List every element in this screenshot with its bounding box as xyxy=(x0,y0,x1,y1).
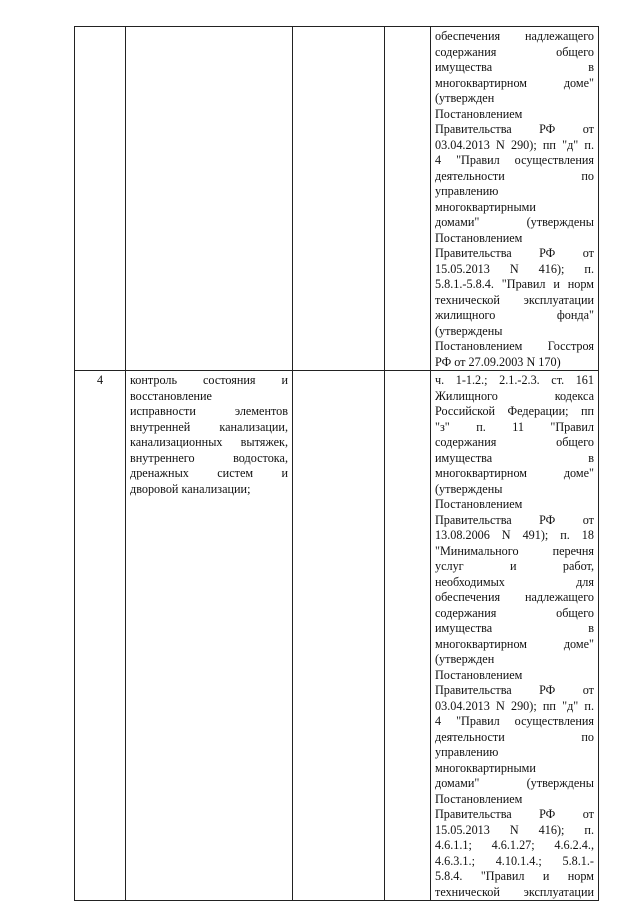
text-line: Постановлением Госстроя xyxy=(435,339,594,353)
work-description-lines xyxy=(130,373,288,497)
text-line: деятельности по xyxy=(435,729,594,744)
text-line: "з" п. 11 "Правил xyxy=(435,419,594,434)
legal-basis-lines xyxy=(435,29,594,370)
text-line: содержания общего xyxy=(435,605,594,620)
text-line: содержания общего xyxy=(435,44,594,59)
text-line: 13.08.2006 N 491); п. 18 xyxy=(435,528,594,542)
text-line: управлению xyxy=(435,184,499,198)
text-line: восстановление xyxy=(130,388,212,403)
text-line: домами" (утверждены xyxy=(435,776,594,790)
text-line: Постановлением xyxy=(435,791,523,806)
work-description-cell xyxy=(126,371,293,901)
text-line: Постановлением xyxy=(435,497,523,511)
work-description-cell xyxy=(126,27,293,371)
text-line: Правительства РФ от xyxy=(435,512,594,527)
table-row xyxy=(75,371,599,901)
text-line: 03.04.2013 N 290); пп "д" п. xyxy=(435,137,594,152)
text-line: услуг и работ, xyxy=(435,559,594,573)
text-line: технической эксплуатации xyxy=(435,884,594,899)
text-line: Жилищного кодекса xyxy=(435,388,594,403)
text-line: (утверждены xyxy=(435,323,503,338)
text-line: "Минимального перечня xyxy=(435,543,594,558)
text-line: имущества в xyxy=(435,60,594,74)
empty-cell xyxy=(385,27,431,371)
table-row xyxy=(75,27,599,371)
text-line: Постановлением xyxy=(435,667,523,682)
text-line: деятельности по xyxy=(435,168,594,183)
text-line: содержания общего xyxy=(435,435,594,449)
text-line: жилищного фонда" xyxy=(435,308,594,322)
text-line: 5.8.1.-5.8.4. "Правил и норм xyxy=(435,277,594,291)
text-line: исправности элементов xyxy=(130,404,288,418)
text-line: дренажных систем и xyxy=(130,466,288,480)
text-line: контроль состояния и xyxy=(130,373,288,387)
text-line: многоквартирном доме" xyxy=(435,466,594,480)
empty-cell xyxy=(293,371,385,901)
text-line: ч. 1-1.2.; 2.1.-2.3. ст. 161 xyxy=(435,373,594,387)
text-line: РФ от 27.09.2003 N 170) xyxy=(435,354,561,369)
text-line: многоквартирном доме" xyxy=(435,636,594,651)
text-line: Правительства РФ от xyxy=(435,807,594,821)
text-line: необходимых для xyxy=(435,574,594,589)
text-line: 4 "Правил осуществления xyxy=(435,153,594,167)
text-line: 4.6.1.1; 4.6.1.27; 4.6.2.4., xyxy=(435,838,594,852)
text-line: 5.8.4. "Правил и норм xyxy=(435,869,594,883)
text-line: многоквартирными xyxy=(435,760,536,775)
text-line: (утверждены xyxy=(435,481,503,496)
text-line: Российской Федерации; пп xyxy=(435,404,594,418)
row-number-cell: 4 xyxy=(75,371,126,901)
text-line: Постановлением xyxy=(435,230,523,245)
text-line: дворовой канализации; xyxy=(130,481,251,496)
row-number-cell xyxy=(75,27,126,371)
text-line: многоквартирными xyxy=(435,199,536,214)
text-line: 4.6.3.1.; 4.10.1.4.; 5.8.1.- xyxy=(435,853,594,868)
text-line: внутреннего водостока, xyxy=(130,450,288,465)
text-line: домами" (утверждены xyxy=(435,215,594,229)
legal-basis-cell xyxy=(431,27,599,371)
text-line: многоквартирном доме" xyxy=(435,75,594,90)
text-line: Правительства РФ от xyxy=(435,122,594,136)
regulation-table xyxy=(74,26,599,901)
text-line: обеспечения надлежащего xyxy=(435,29,594,43)
text-line: имущества в xyxy=(435,450,594,465)
text-line: Правительства РФ от xyxy=(435,246,594,260)
text-line: обеспечения надлежащего xyxy=(435,590,594,604)
legal-basis-cell xyxy=(431,371,599,901)
text-line: 03.04.2013 N 290); пп "д" п. xyxy=(435,698,594,713)
text-line: имущества в xyxy=(435,621,594,635)
text-line: Правительства РФ от xyxy=(435,683,594,697)
text-line: технической эксплуатации xyxy=(435,292,594,307)
empty-cell xyxy=(385,371,431,901)
text-line: 15.05.2013 N 416); п. xyxy=(435,822,594,837)
empty-cell xyxy=(293,27,385,371)
text-line: (утвержден xyxy=(435,91,495,105)
text-line: 15.05.2013 N 416); п. xyxy=(435,261,594,276)
text-line: Постановлением xyxy=(435,106,523,121)
text-line: внутренней канализации, xyxy=(130,419,288,434)
legal-basis-lines xyxy=(435,373,594,900)
text-line: (утвержден xyxy=(435,652,495,666)
text-line: канализационных вытяжек, xyxy=(130,435,288,449)
text-line: управлению xyxy=(435,745,499,759)
text-line: 4 "Правил осуществления xyxy=(435,714,594,728)
